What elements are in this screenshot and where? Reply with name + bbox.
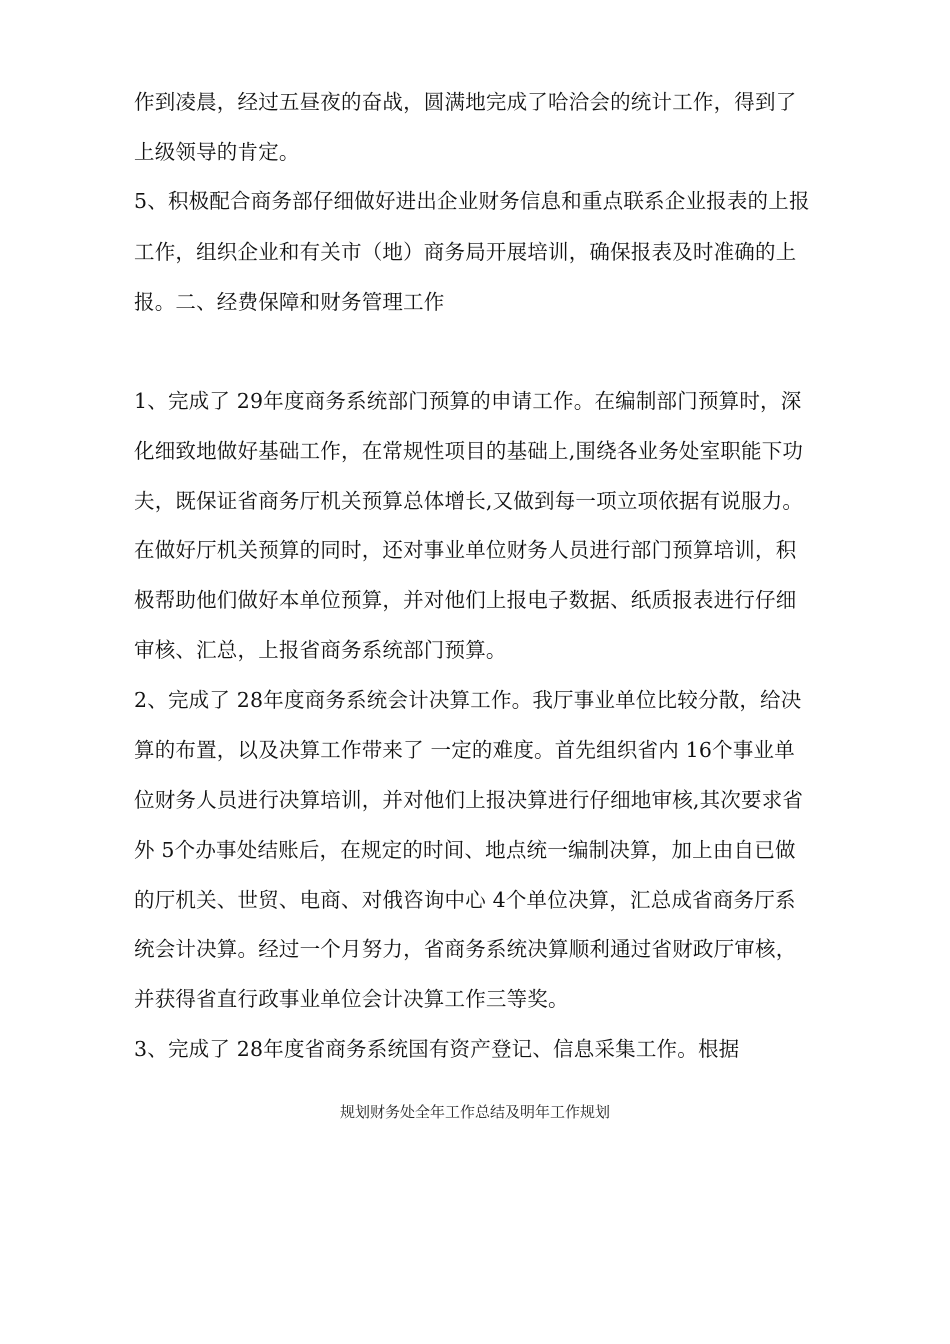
text-line: 位财务人员进行决算培训，并对他们上报决算进行仔细地审核,其次要求省 <box>134 788 804 812</box>
page-footer: 规划财务处全年工作总结及明年工作规划 <box>339 1103 610 1121</box>
text-line: 工作，组织企业和有关市（地）商务局开展培训，确保报表及时准确的上 <box>134 240 797 264</box>
text-line: 在做好厅机关预算的同时，还对事业单位财务人员进行部门预算培训，积 <box>134 538 797 562</box>
text-line: 算的布置，以及决算工作带来了 一定的难度。首先组织省内 16个事业单 <box>134 738 795 762</box>
text-line: 作到凌晨，经过五昼夜的奋战，圆满地完成了哈洽会的统计工作，得到了 <box>134 90 797 114</box>
text-line: 2、完成了 28年度商务系统会计决算工作。我厅事业单位比较分散，给决 <box>134 688 802 712</box>
text-line: 3、完成了 28年度省商务系统国有资产登记、信息采集工作。根据 <box>134 1037 740 1061</box>
text-line: 的厅机关、世贸、电商、对俄咨询中心 4个单位决算，汇总成省商务厅系 <box>134 888 796 912</box>
text-line: 极帮助他们做好本单位预算，并对他们上报电子数据、纸质报表进行仔细 <box>134 588 797 612</box>
text-line: 并获得省直行政事业单位会计决算工作三等奖。 <box>134 987 569 1011</box>
text-line: 夫，既保证省商务厅机关预算总体增长,又做到每一项立项依据有说服力。 <box>134 489 804 513</box>
text-line: 审核、汇总，上报省商务系统部门预算。 <box>134 638 507 662</box>
text-line: 化细致地做好基础工作，在常规性项目的基础上,围绕各业务处室职能下功 <box>134 439 804 463</box>
text-line: 外 5个办事处结账后，在规定的时间、地点统一编制决算，加上由自已做 <box>134 838 796 862</box>
text-line: 上级领导的肯定。 <box>134 140 300 164</box>
text-line: 统会计决算。经过一个月努力，省商务系统决算顺利通过省财政厅审核， <box>134 937 797 961</box>
text-line: 报。二、经费保障和财务管理工作 <box>134 290 445 314</box>
text-line: 5、积极配合商务部仔细做好进出企业财务信息和重点联系企业报表的上报 <box>134 189 810 213</box>
text-line: 1、完成了 29年度商务系统部门预算的申请工作。在编制部门预算时，深 <box>134 389 802 413</box>
